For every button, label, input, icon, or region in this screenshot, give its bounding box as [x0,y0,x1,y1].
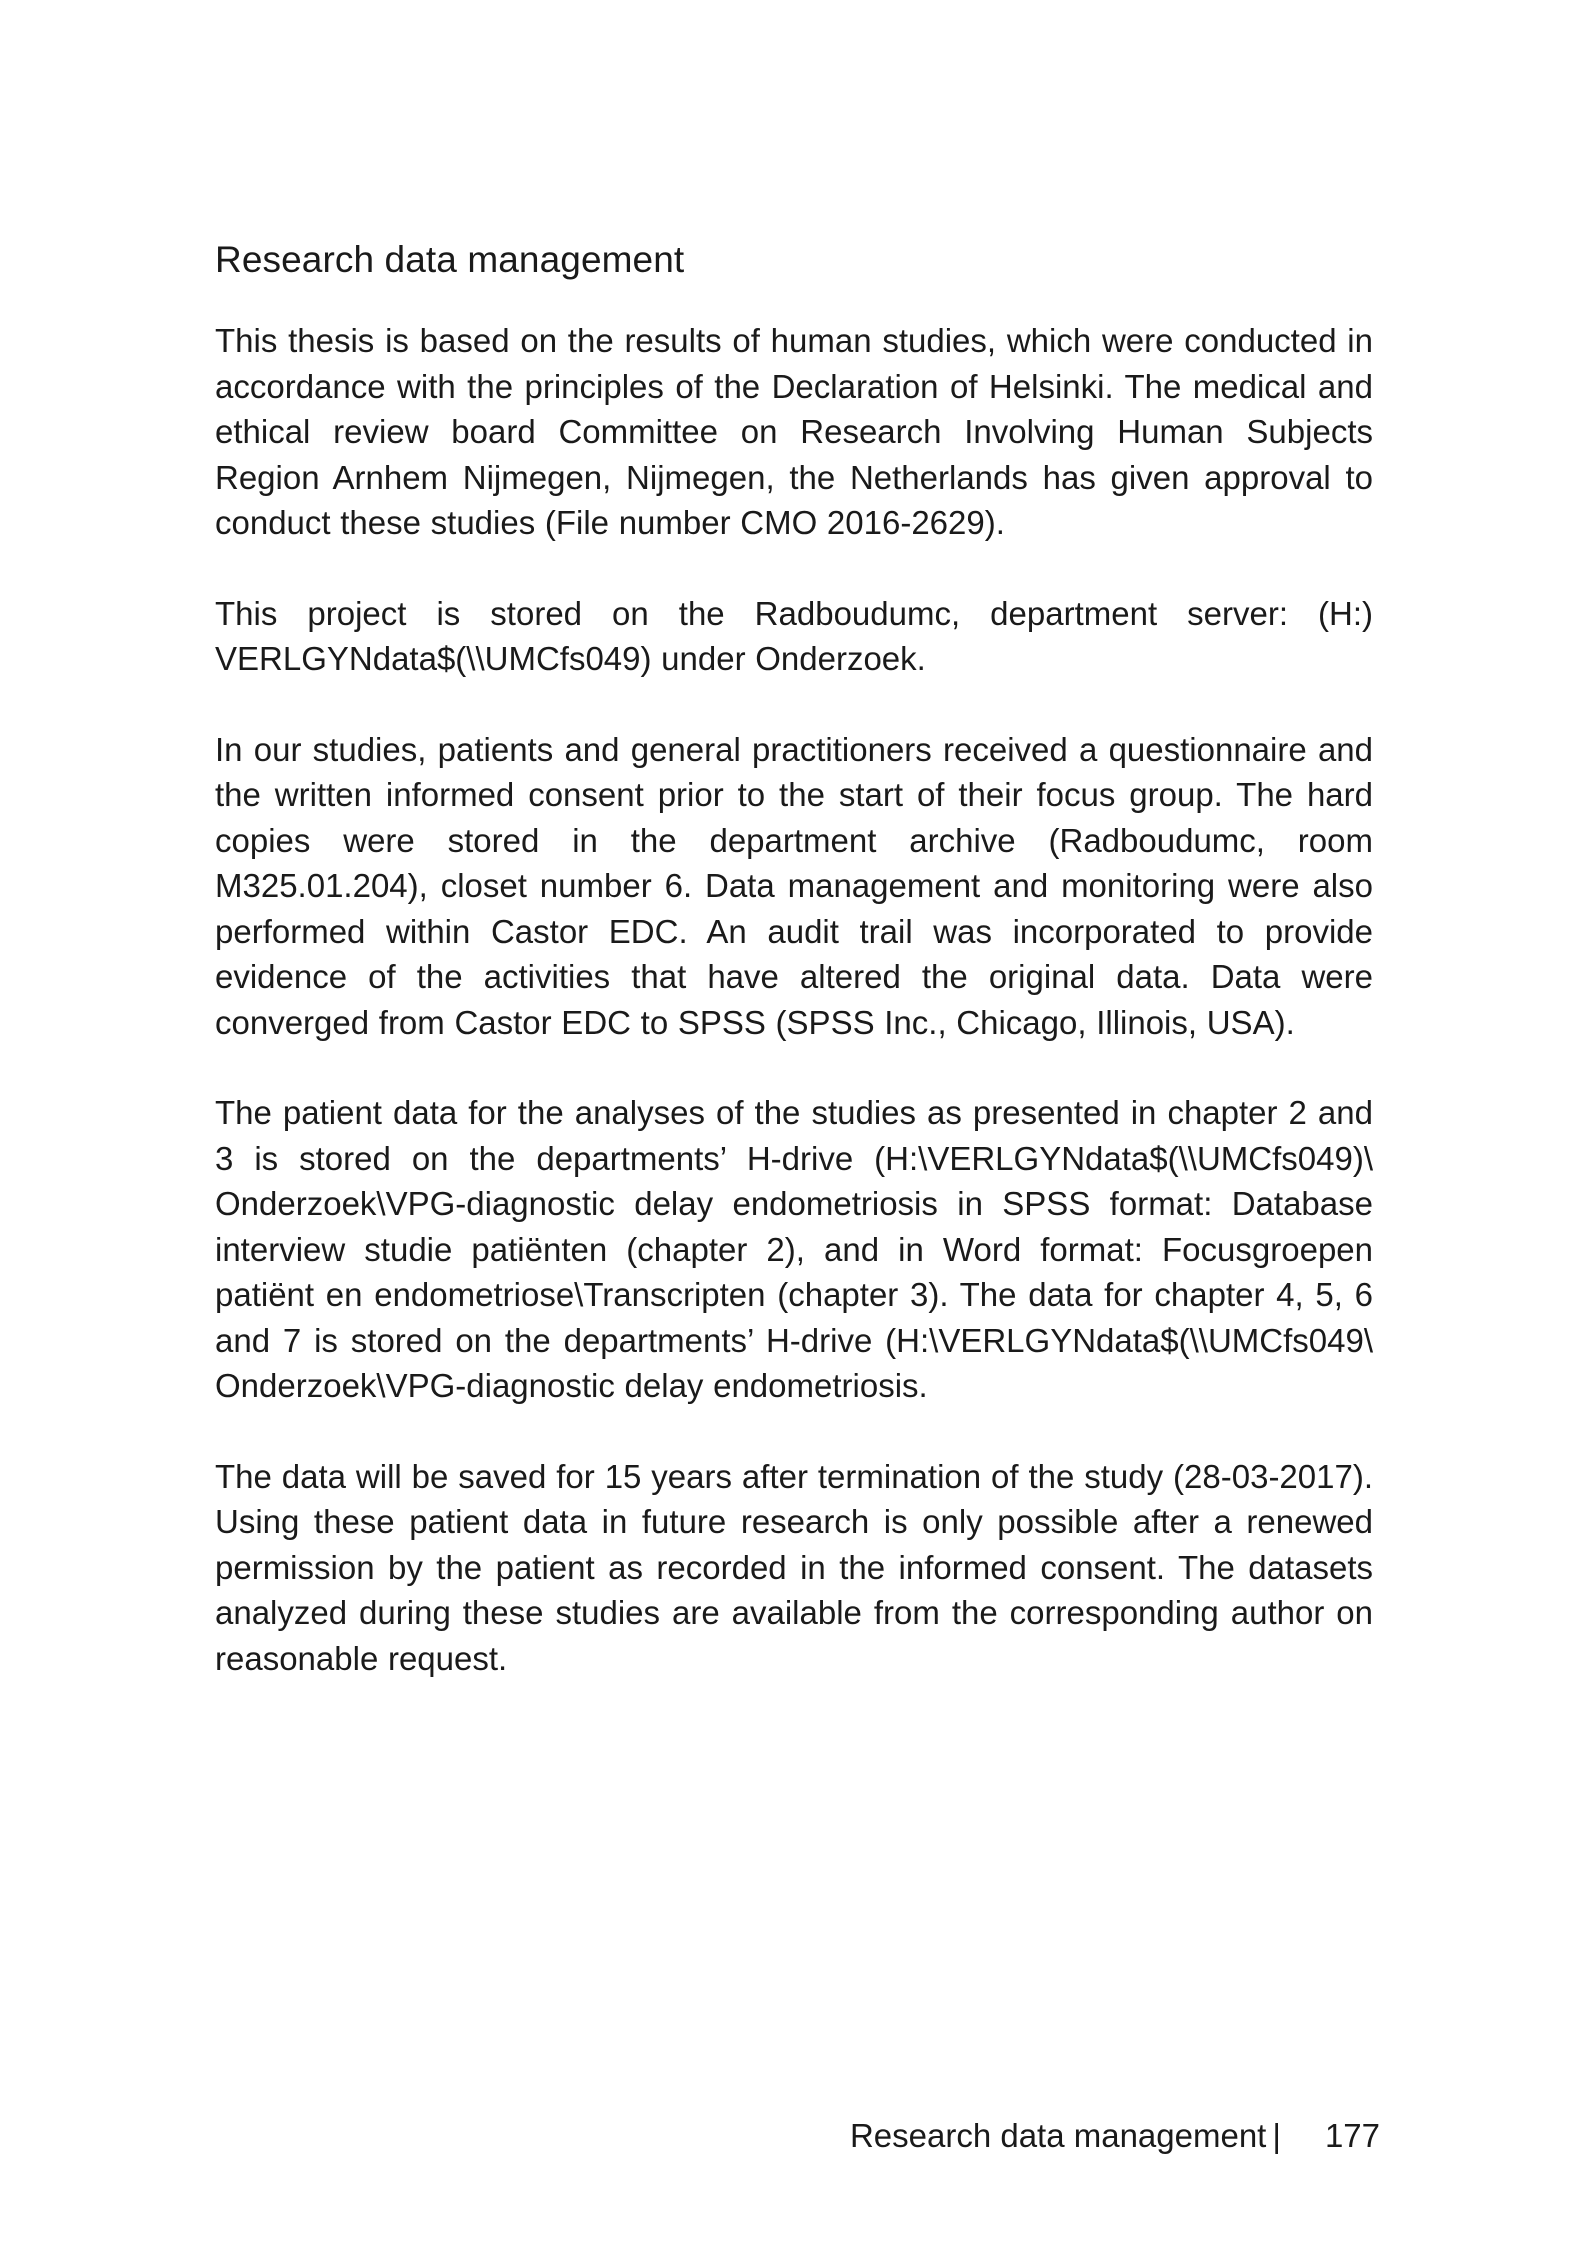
paragraph-ethics-approval: This thesis is based on the results of human studies, which were conducted in accordance with the principles of the Declaration of Helsinki. The medical and ethical review board Committee on Research Involving Human Subjects Region Arnhem Nijmegen, Nijmegen, the Netherlands has given approval to conduct these studies (File number CMO 2016-2629). [215,322,1373,541]
page-footer [850,2112,1380,2160]
page-number: 177 [1324,2117,1380,2154]
footer-separator: | [1272,2117,1281,2154]
page-content [215,232,1373,1726]
paragraph-consent-and-data-management: In our studies, patients and general practitioners received a questionnaire and the written informed consent prior to the start of their focus group. The hard copies were stored in the department archive (Radboudumc, room M325.01.204), closet number 6. Data management and monitoring were also performed within Castor EDC. An audit trail was incorporated to provide evidence of the activities that have altered the original data. Data were converged from Castor EDC to SPSS (SPSS Inc., Chicago, Illinois, USA). [215,730,1373,1041]
paragraph-data-retention: The data will be saved for 15 years after termination of the study (28-03-2017). Using these patient data in future research is only possible after a renewed permission by the patient as recorded in the informed consent. The datasets analyzed during these studies are available from the corresponding author on reasonable request. [215,1457,1373,1677]
paragraph-patient-data-storage: The patient data for the analyses of the studies as presented in chapter 2 and 3 is stored on the departments’ H-drive (H:\VERLGYNdata$(\\UMCfs049)\ Onderzoek\VPG-diagnostic delay endometriosis in SPSS format: Database interview studie patiënten (chapter 2), and in Word format: Focusgroepen patiënt en endometriose\Transcripten (chapter 3). The data for chapter 4, 5, 6 and 7 is stored on the departments’ H-drive (H:\VERLGYNdata$(\\UMCfs049\ Onderzoek\VPG-diagnostic delay endometriosis. [215,1094,1373,1404]
footer-running-title: Research data management [849,2117,1267,2154]
paragraph-storage-location: This project is stored on the Radboudumc, department server: (H:) VERLGYNdata$(\\UMCfs049) under Onderzoek. [215,594,1373,677]
section-heading: Research data management [215,239,685,280]
